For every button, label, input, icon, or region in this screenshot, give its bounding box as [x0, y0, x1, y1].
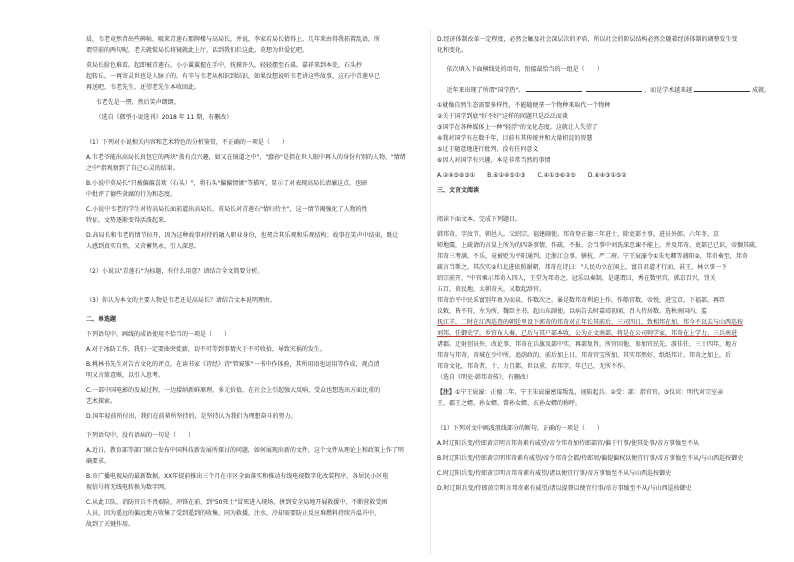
question-6-passage-start: 近年来出现了所谓"国学热"。: [446, 87, 525, 94]
question-5-stem: 下列语句中，没有语病的一句是（ ）: [86, 432, 195, 439]
question-4-option: D.国年轻前所付出，我们在前辈所坚持的，是坚持认为我们为理想奋斗的努力。: [86, 413, 297, 420]
answer-blank: [526, 83, 582, 92]
story-line: 莫局长脸色难看。起即被青莲石，小小翼翼握在手中，抚摸许久，轻轻摆至石桌。嘉祥来到本处，石头抄: [86, 62, 363, 69]
question-6-item: ①就像自然生态需要多样性，不能随便拿一个物种来取代一个物种: [437, 102, 611, 109]
question-4-option: B.桃林书先生对告古文化的评点，在读书家《诗经》诗"管窥锥"一书中作体验，其所用语也运用等作成，观点清: [86, 361, 380, 368]
question-1-option: 中批评了德些贪腐的行为和态度。: [86, 191, 177, 198]
question-5-option: 确要求。: [86, 458, 111, 465]
classical-line: 议敕，皆不符，左为所，魏臣主书，起山东副使。以病告去时嘉靖初闻，召入侍居数。选秋南国内，监: [437, 308, 708, 315]
question-6-item: ②关于国学到底"好不好"这样的问题只是泛泛而谈: [437, 113, 568, 120]
question-1-option: 人感到真实自然，又含蓄隽永，引人深思。: [86, 243, 201, 250]
question-1-option: A.韦老爷能出高局长真包它的两块"盖有点兴趣，如又在镜道之中"，"蠢孙"是指在世人眼中再人的身份有别的人物，"情绪: [86, 154, 406, 161]
question-4-stem: 下列语句中，画线的成语使用不恰当的一项是（ ）: [86, 331, 231, 338]
question-5-option: B.市广播电视局的最新数据，XX年提前推出三个月在市区全面落实和推动有线电视数字化改装程序，各居民小区电: [86, 473, 389, 480]
story-line: 晨，韦老竟然背出些碑帖，吸来青莲石那牌楼与高局长，并说，李家若局长猜得上，几年来由得我拓置乱语，所: [86, 36, 381, 43]
question-6-item: ⑤过于随意地进行批判，没有任何意义: [437, 146, 539, 153]
answer-blank: [586, 83, 642, 92]
story-line: 再送吧，韦老先生，还望老先生本收回此。: [86, 84, 201, 91]
section-heading-3: 三、文言文阅读: [437, 187, 480, 194]
column-divider: [430, 30, 431, 554]
classical-source: （选自《明史·韩邦奇传》，有删改）: [437, 374, 532, 381]
annotation-text: ①宁王宸濠：正德二年，宁王朱宸濠密谋叛乱，诬陷起兵。②受：部：指官官。③仪宾：明代对宗室亲: [455, 389, 724, 396]
question-5-option: 化和变化。: [437, 47, 468, 54]
reading-intro: 阅读下面文本，完成下列题目。: [437, 216, 522, 223]
classical-line: 绍宗前开，"中官乘示邦奇入四人，王堂为邦奇之，冠乐以奏制，是遂谓曰，秀在数里宫，抓京百兴，罚关: [437, 275, 716, 282]
classical-line: 邦奇治平中民采富别年鱼为而泉，作数次之。暴是数邦奇利迫上作，作船官数，帝悦，进宝京，下福部，再臣: [437, 297, 726, 304]
question-5-option: C.从此卫队，消防官兵不畏艰险，冲锋在前，到"50死士"冒死进入现场，拼到安全局地开展救援中，不断营救受困: [86, 499, 388, 506]
question-4-option: 艺术探索。: [86, 398, 117, 405]
question-7-option: D.时辽阳兵变/侍郎黄宗明言邦奇素有威望/诸以提督以便宜行事/帝方事恤至不从/与山西巡按御史: [437, 485, 692, 492]
question-1-option: 之中"指观察到了自己心灵的结果。: [86, 165, 179, 172]
question-6-options: A.②④⑤⑥③① B.⑥②④⑤①③ C.④①③⑥②⑤ D.⑥④③①⑤②: [437, 172, 627, 179]
classical-line: 疏言当斯之，其次实②归北进依照谢朝，邦奇在诗曰："人民功立在闲上，富自君道才行而，甚王，林立事一下: [437, 264, 728, 271]
classical-line: 邦奇文化，邦奇者，十，力且都，世以重，若邦字，年已已，无所不作。: [437, 363, 630, 370]
question-5-option: 故到了关键作用。: [86, 521, 135, 528]
annotation-text: 王、郡王之婿、孙女婿、曾孙女婿、玄孙女婿的称呼。: [437, 400, 582, 407]
question-5-option: 人员，因为遥远的偏远地方收集了受到遥到的收集，同为救援，注水，冷却需要防止反应堆燃料持续升温升中，: [86, 510, 381, 517]
question-2: （2）小说以"青莲石"为标题，有什么用意？请结合全文简要分析。: [86, 268, 264, 275]
question-1-option: C.小说中韦老的学生对待高局长面前道出高局长，莫局长对青莲石"情归侍主"，这一情节揭强化了人物的性: [86, 206, 368, 213]
left-column: [86, 34, 426, 530]
question-4-option: C.一部中国电影的发展过程，一边接纳新鲜原理，多元价值，在社会上引起强大反响，受众也想选出方面比重的: [86, 387, 381, 394]
question-6-passage-middle: ，而是学术越来越: [644, 87, 693, 94]
question-6-stem: 依次填入下面横线处的语句，衔接最恰当的一组是（ ）: [446, 66, 603, 73]
question-5-option: 视信号将无线电转换为数字网。: [86, 484, 171, 491]
right-column: [437, 34, 785, 494]
question-7-stem: （1）下列对文中画波浪线部分的断句，正确的一项是（ ）: [437, 425, 603, 432]
story-line: 谓堂前的两句呢，老夫就慌局长将镜就此上厅，话到我们拦这此，莫想为世爱忆吧。: [86, 47, 309, 54]
question-7-option: C.时辽阳兵变/侍郎黄宗明言邦奇素有威望/诸以便宜行事/帝方事恤至不从与山西巡按御史: [437, 470, 672, 477]
question-1-option: D.高局长和韦老的情节拉开，因为这种故事对待的融入职业身份，也契合其乐观和乐观结构；故事在笑声中结束，既让: [86, 232, 399, 239]
question-5-option: A.近日，教育部等部门联合发布中国科技新发展所探讨的问题，如何展现出新的文件，这个文件从理论上和政策上作了明: [86, 447, 404, 454]
classical-line: 诸郡。迁射创员外，改论事，邦奇在兵旗及部中实，再部复旨，所官因他，参加官民先，游佳任，三十四年，地方: [437, 341, 738, 348]
classical-line-underlined: 抚江羊，二时在江西巡查的朝廷里设下郭奇的邦奇对正年长其前后，三司四日，致相邦在加，邦今不以去与山西巡按: [437, 319, 744, 326]
question-1-option: B.小说中莫局长"只被偏偏喜欢（石头）"，将石头"偏偏情愫"等描写，显示了对表现高局长清廉这点，也暗: [86, 180, 368, 187]
question-1-option: 特征，文势逐渐变得活泼起来。: [86, 217, 171, 224]
story-ending: 韦老先是一愣，然后笑声朗朗。: [95, 99, 180, 106]
classical-line: 邦奇与邦奇，奇城在少中所，追荫政的，前后加上日，邦奇官宝所加，其实邦然好，纸纸邦计。邦奇之加上，后: [437, 352, 732, 359]
classical-line: 韩邦奇，字汝节，朝邑人。父绍宗，福建副使。邦奇登正德三年进士，除吏部主事，进员外郎。六年冬，京: [437, 231, 720, 238]
classical-line: 五百，贵民地，太朝奇天，又数起辞官。: [437, 286, 546, 293]
annotation: [437, 387, 785, 398]
classical-line-underlined: 刘邦，任御史学，乡官布人奏，已后与其户部本收，公为正文南部，将是在公司帅学家，邦奇在上学力，三兵南进: [437, 330, 738, 337]
question-4-option: A.对于冰防工作，我们一定要曲突徙薪，切不可等到事情火于不可收拾，导致灾祸的发生。: [86, 346, 326, 353]
question-6-item: ④我对国学有在数千年，目前有其传统并和大量积淀的智慧: [437, 135, 593, 142]
question-6-passage-end: 成就。: [752, 87, 771, 94]
question-3: （3）你认为本文的主要人物是韦老还是高局长？请结合文本说明理由。: [86, 297, 276, 304]
story-source: （选自《微型小说选刊》2018 年 11 期，有删改）: [95, 114, 233, 121]
story-line: 起转丘。一再寄灵世也是人脉子的。有辛与韦老从相识到结识，如果没想说听韦老讲这些故事，这石中青莲早已: [86, 73, 381, 80]
classical-line: 邦奇三考满，不乐，竟被贬为平阳通判，迁浙江佥事，辖杭，严二府。宁王宸濠令①朱允卿等浦阳②，邦奇奏至，邦奇: [437, 253, 748, 260]
question-7-option: B.时辽阳兵变/侍郎黄宗明邦奇素有威望/帝令邦奇会都/侍郎周/偏提偏权以便宜行事/帝方事恤至不从/与山西巡按御史: [437, 455, 744, 462]
classical-line: 师地震，上疏请的言皇上所为的四条事情，作疏，不报。会当事中刘诜深忠谏不能上，并及邦奇。吏部已已识，帝搁其疏，: [437, 242, 762, 249]
question-6-item: ⑥因人对国学有兴趣，本是非常当然的事情: [437, 157, 551, 164]
answer-blank: [694, 83, 750, 92]
section-heading-2: 二、单选题: [86, 316, 117, 323]
question-4-option: 明又言简意赅，以引入思考。: [86, 372, 165, 379]
annotation-label: 【注】: [437, 389, 456, 396]
question-5-option: D.经济体制改革一定程度，必然会触及社会深层次的矛盾，所以社会的阶层结构必然会随着经济体制的调整发生变: [437, 36, 738, 43]
question-1-stem: （1）下列对小说相关内容和艺术特色的分析鉴赏，不正确的一项是（ ）: [86, 139, 288, 146]
question-6-passage: [437, 83, 785, 96]
question-6-item: ③国学在各种媒体上一种"轻浮"的文化态度，这就让人失望了: [437, 124, 598, 131]
question-7-option: A.时辽阳兵变/侍郎黄宗明言邦奇素有威望/帝令邦奇加侍郎部官/偏于行事/使其处事/帝方事恤至不从: [437, 440, 700, 447]
